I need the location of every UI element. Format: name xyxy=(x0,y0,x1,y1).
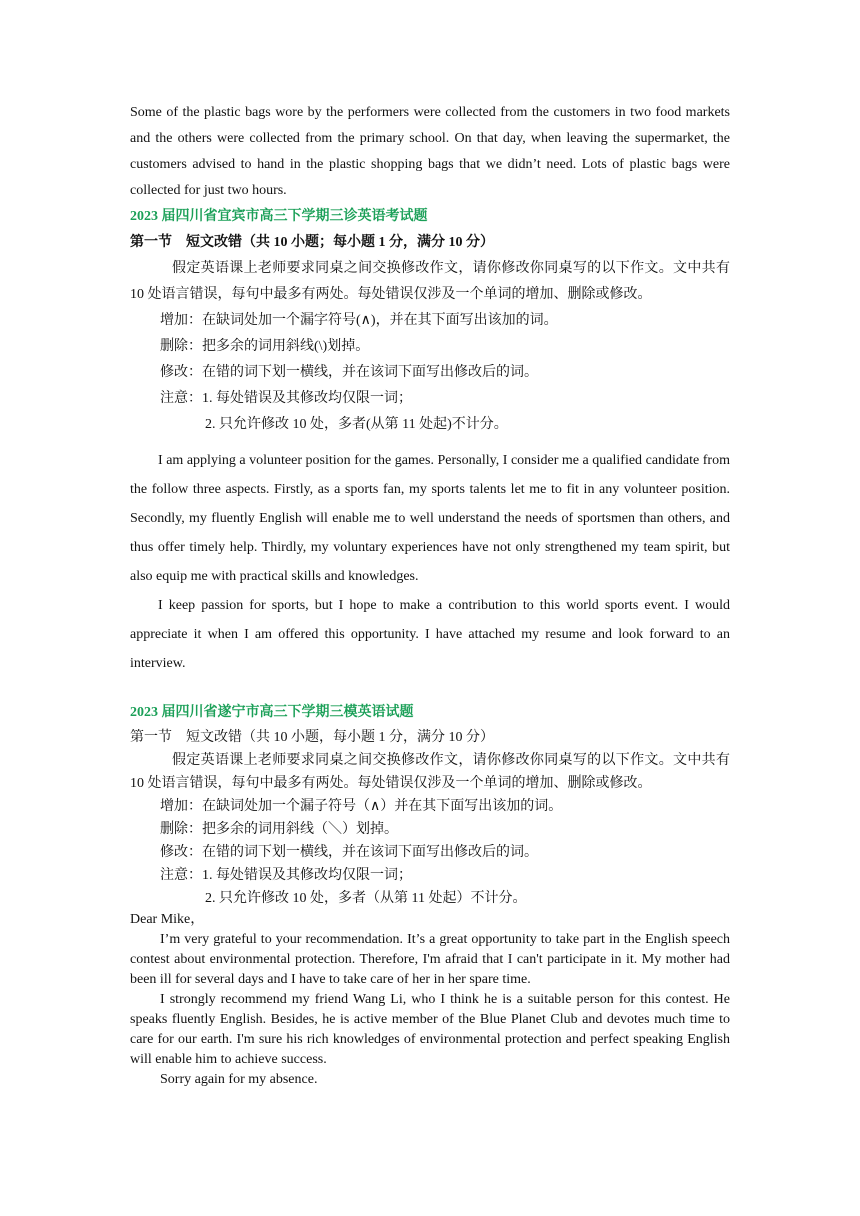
section1-subtitle: 第一节 短文改错（共 10 小题；每小题 1 分，满分 10 分） xyxy=(130,235,494,250)
section1-instruction: 假定英语课上老师要求同桌之间交换修改作文，请你修改你同桌写的以下作文。文中共有 10 处语言错误，每句中最多有两处。每处错误仅涉及一个单词的增加、删除或修改。 xyxy=(130,261,730,302)
intro-paragraph: Some of the plastic bags wore by the performers were collected from the customers in two food markets and the others were collected from the primary school. On that day, when leaving the supermarket, the customers advised to hand in the plastic shopping bags that we didn’t need. Lots of plastic bags were collected for just two hours. xyxy=(130,105,730,198)
section2-modify-rule: 修改：在错的词下划一横线，并在该词下面写出修改后的词。 xyxy=(160,845,538,860)
letter-paragraph-1: I’m very grateful to your recommendation. It’s a great opportunity to take part in the English speech contest about environmental protection. Therefore, I'm afraid that I can't participate in it. My mother had been ill for several days and I have to take care of her in her spare time. xyxy=(130,932,730,987)
section1-modify-rule: 修改：在错的词下划一横线，并在该词下面写出修改后的词。 xyxy=(160,365,538,380)
section1-add-rule: 增加：在缺词处加一个漏字符号(∧)，并在其下面写出该加的词。 xyxy=(160,313,558,328)
section-spacer xyxy=(130,678,730,700)
document-content xyxy=(130,100,730,1090)
letter-greeting: Dear Mike， xyxy=(130,912,205,927)
letter-paragraph-2: I strongly recommend my friend Wang Li, who I think he is a suitable person for this contest. He speaks fluently English. Besides, he is active member of the Blue Planet Club and devotes much time to care for our earth. I'm sure his rich knowledges of environmental protection and perfect speaking English will enable him to achieve success. xyxy=(130,992,730,1067)
section2-title: 2023 届四川省遂宁市高三下学期三模英语试题 xyxy=(130,705,414,720)
section2-note-2: 2. 只允许修改 10 处，多者（从第 11 处起）不计分。 xyxy=(205,891,527,906)
section1-essay-paragraph-2: I keep passion for sports, but I hope to make a contribution to this world sports event. I would appreciate it when I am offered this opportunity. I have attached my resume and look forward to an interview. xyxy=(130,598,730,671)
section1-title: 2023 届四川省宜宾市高三下学期三诊英语考试题 xyxy=(130,209,428,224)
section1-essay-paragraph-1: I am applying a volunteer position for the games. Personally, I consider me a qualified candidate from the follow three aspects. Firstly, as a sports fan, my sports talents let me to fit in any volunteer position. Secondly, my fluently English will enable me to well understand the needs of sportsmen than others, and thus offer timely help. Thirdly, my voluntary experiences have not only strengthened my team spirit, but also equip me with practical skills and knowledges. xyxy=(130,453,730,584)
section2-add-rule: 增加：在缺词处加一个漏子符号（∧）并在其下面写出该加的词。 xyxy=(160,799,563,814)
section2-note-1: 注意：1. 每处错误及其修改均仅限一词； xyxy=(160,868,412,883)
section1-note-1: 注意：1. 每处错误及其修改均仅限一词； xyxy=(160,391,412,406)
letter-paragraph-3: Sorry again for my absence. xyxy=(160,1072,318,1087)
section2-instruction: 假定英语课上老师要求同桌之间交换修改作文，请你修改你同桌写的以下作文。文中共有 10 处语言错误，每句中最多有两处。每处错误仅涉及一个单词的增加、删除或修改。 xyxy=(130,753,730,791)
section1-note-2: 2. 只允许修改 10 处，多者(从第 11 处起)不计分。 xyxy=(205,417,508,432)
section2-subtitle: 第一节 短文改错（共 10 小题，每小题 1 分，满分 10 分） xyxy=(130,730,494,745)
section2-delete-rule: 删除：把多余的词用斜线（＼）划掉。 xyxy=(160,822,398,837)
section1-delete-rule: 删除：把多余的词用斜线(\)划掉。 xyxy=(160,339,370,354)
